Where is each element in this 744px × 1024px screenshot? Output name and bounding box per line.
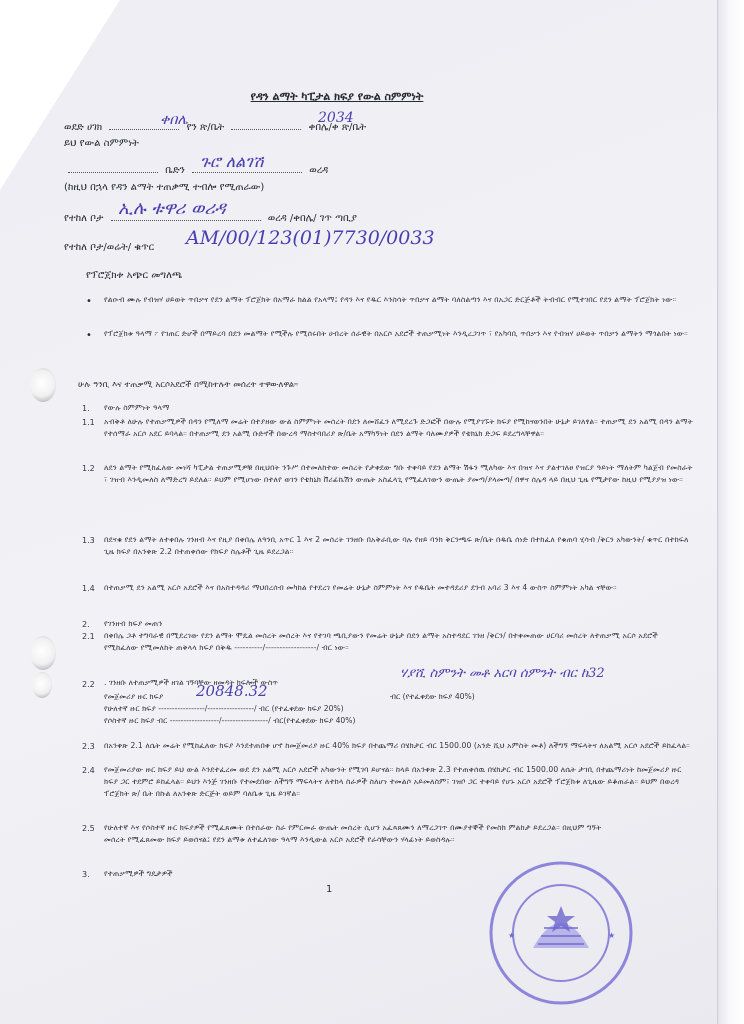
owner-note: (ከዚህ በኋላ የዳን ልማት ተጠቃሚ ተብሎ የሚጠራው) xyxy=(64,182,265,193)
paragraph: አብቅቶ ለሁሉ የተጠቃሚዎች በዳን የሚለማ መሬት በተያዘው ውል ስምምነት መሰረት በደን ለመሸፈን ለሚደረጉ ድጋፎች በውሉ የሚያገኙት ክፍያ የሚከናወንበት ሁኔታ ይገለፃል። ተጠቃሚ ደን አልሚ በዳን ልማት የተሰማራ አርሶ አደር ይባላል። በተጠቃሚ ደን አልሚ ቡድኖች በውረዳ ማስተባበሪያ ጽ/ቤት አማካኝነት በደን ልማት ባለሙያዎች የቴክኒክ ድጋፍ ይደረግላቸዋል። xyxy=(104,417,693,438)
handwritten-owner: ጉሮ ለልገሽ xyxy=(200,152,264,171)
payment-row-2 xyxy=(104,704,344,714)
page-number: 1 xyxy=(326,884,333,895)
label: ቀበሌ/ቀ ጽ/ቤት xyxy=(308,122,367,133)
label: ቤድን xyxy=(165,165,185,176)
payment-note: ብር(የተፈቀደው ክፍያ 40%) xyxy=(273,716,356,725)
paragraph: የመጀመሪያው ዙር ክፍያ ይህ ውል እንደተፈረመ ወደ ደን አልሚ አርሶ አደሮች አካውንት የሚገባ ይሆናል። ከላይ በአንቀጽ 2.3 የተጠቀሰዉ በሄክታር ብር 1500.00 ለሴት ታገቢ በተጨማሪነት ከመጀመሪያ ዙር ክፍያ ጋር ተደምሮ ይከፈላል። ይህን እንጅ ገንዘቡ የተመደበው ለችግኝ ማፍላትና ለተከላ ስራዎች ስለሆነ ተመልሶ አይመለስም፣ ገዝቦ ጋር ተቀባይ የሆኑ አርሶ አደሮች ፕሮጀክቱ ለጊዜው ይቆጠራል። ይህም በወረዳ ፕሮጀክት ጽ/ ቤት በኩል ለአንቀጽ ድርጅት ወይም ባለቤቱ ጊዜ ይገኛል። xyxy=(104,765,682,798)
payment-blank: -----------------/-----------------/ xyxy=(158,704,257,713)
payment-row-1 xyxy=(104,692,163,702)
para-number: 2.4 xyxy=(82,766,95,775)
para-number: 1.3 xyxy=(82,536,95,545)
paragraph: ለደን ልማት የሚከፈለው መነሻ ካፒታል ተጠቃሚዎቹ በዚህበት ንጉሥ በተመለከተው መሰረት የታቀደው ግቡ ተቀባይ የደን ልማት ሽፋን ሚለካው እና በዝና እና ያልተገለፀ የዝርያ ዓይነት ማለትም ካልጀብ የመስራት ፣ ገዝብ እንዲመለስ ለማድረግ ይደለል። ይህም የሚሆነው በተለየ ወገን የቴክኒክ ቨሪፊኬሽን ውጤት አስፈላጊ የሚፈለገውን ውጤት ያመጣ/ያላመጣ/ በዋና ሰሌዳ ላይ በዚህ ጊዜ የሚታየው ከዚህ የሚያያዝ ነው። xyxy=(104,463,693,484)
section-heading: የውሉ ስምምነት ዓላማ xyxy=(104,403,170,412)
svg-text:★: ★ xyxy=(608,931,616,940)
para-number: 1.4 xyxy=(82,584,95,593)
label: ወደድ ሀገክ xyxy=(64,122,103,133)
para-number: 1.2 xyxy=(82,464,95,473)
handwritten-amount: 20848.32 xyxy=(196,682,268,700)
payment-row-3 xyxy=(104,716,355,726)
label: ወረዳ xyxy=(309,165,329,176)
paragraph: በተጠቃሚ ደን አልሚ አርሶ አደሮች እና በአስተዳዳሪ ማህበረሰብ መካከል የተደረገ የመሬት ሁኔታ ስምምነት እና የዱቤት መተዳደሪያ ደንብ አባሪ 3 እና 4 ውስጥ ስምምነት አካል ናቸው። xyxy=(104,583,617,592)
bullet-dot: • xyxy=(86,296,92,307)
payment-label: የሶስተኛ ዙር ክፍያ ብር xyxy=(104,716,168,725)
para-number: 2.1 xyxy=(82,632,95,641)
official-stamp xyxy=(486,858,636,1008)
intro-heading: የፕሮጀክቱ አጭር መግለጫ xyxy=(86,270,183,281)
owner-line xyxy=(64,164,328,176)
bullet-text: የልዑብ ሙሉ የብዝሃ ሀይወት ጥበቃና የደን ልማት ፕሮጀክት በአማራ ክልል የአላማ፤ የዳን እና የዱር እንስሳት ጥበቃና ልማት ባለስልጣን እና በአጋር ድርጅቶች ትብብር የሚተገበር የደን ልማት ፕሮጀክት ነው። xyxy=(104,295,677,304)
section-number: 1. xyxy=(82,404,90,413)
paragraph: በደናቁ የደን ልማት ለተቀበሉ ገንዘብ እና የዚያ በቀበሌ ለዓንቢ አጥር 1 እና 2 መሰረት ገንዘቡ በአቅራቢው ባሉ የዘይ ባንክ ቅርንጫፍ ጽ/ቤት በዱቤ ሰነድ በተከፈለ የቁጠባ ሂሳብ /ቅርን አካውንት/ ቁጥር በተከፍለ ጊዜ ክፍያ በአንቀጽ 2.2 በተጠቀሰው የክፍያ ስሌቶች ጊዜ ይደረጋል። xyxy=(104,535,689,556)
folded-corner xyxy=(0,0,120,190)
punch-hole xyxy=(30,636,56,670)
page-edge xyxy=(717,0,744,1024)
paragraph: የሁለተኛ እና የሶስተኛ ዙር ክፍያዎች የሚፈጸሙት በተሰራው ስራ የምርመራ ውጤት መሰረት ሲሆን አፈጻጸሙን ለማረጋገጥ በሙያተኞች የመስክ ምልከታ ይደረጋል። በዚህም ግኝት መሰረት የሚፈጸመው ክፍያ ይወሰናል፤ የደን ልማቱ ለተፈለገው ዓላማ እንዲውል አርሶ አደሮች የራሳቸውን ሃላፊነት ይወስዳሉ። xyxy=(104,823,602,844)
label: የተከለ ቦታ xyxy=(64,213,104,224)
payment-note: ብር (የተፈቀደው ክፍያ 20%) xyxy=(258,704,344,713)
para-number: 1.1 xyxy=(82,418,95,427)
agreement-intro: ሁሉ ዓንቢ እና ተጠቃሚ አርሶአደሮች በሚከተሉት መሰረት ተዋውለዋል። xyxy=(78,379,299,389)
bullet-dot: • xyxy=(86,330,92,341)
handwritten-code: 2034 xyxy=(318,110,354,126)
payment-lead: . ገንዘቡ ለተጠቃሚዎች ዘገል ገኝባቸው ዘመዳት ክፍሎች ውስጥ xyxy=(104,678,279,687)
blank-line xyxy=(231,121,301,130)
handwritten-id: AM/00/123(01)7730/0033 xyxy=(186,227,435,249)
handwritten-amount-words: ሃያሺ ስምንት መቶ አርባ ሰምንት ብር ከ32 xyxy=(400,666,605,681)
bullet-text: የፕሮጀክቱ ዓላማ ፦ የገጠር ድሆች በማይረባ በደን መልማት የሚችሉ የሚሰሩበት ሀብረት ሰራዊት በአርሶ አደሮች ተጠቃሚነት እንዲረጋገጥ ፣ የአካባቢ ጥበቃን እና የብዝሃ ሀይወት ጥበቃን ልማትን ማጎልበት ነው። xyxy=(104,329,688,338)
document-title: የዳን ልማት ካፒታል ክፍያ የውል ስምምነት xyxy=(250,90,424,103)
para-number: 2.3 xyxy=(82,742,95,751)
para-number: 2.2 xyxy=(82,680,95,689)
header-line-2: ይህ የውል ስምምነት xyxy=(64,138,139,149)
section-number: 2. xyxy=(82,620,90,629)
svg-text:★: ★ xyxy=(508,931,516,940)
payment-note-1: ብር (የተፈቀደው ክፍያ 40%) xyxy=(390,692,475,701)
payment-label: የመጀመሪያ ዙር ክፍያ xyxy=(104,692,164,701)
paragraph: በቀበሌ ጋቶ ተግባራዊ በሚደረገው የደን ልማት ሞዴል መሰረት መሰረት እና የተገባ ጫቢያውን የመሬት ሁኔታ በደን ልማት አስተዳደር ገንዘ /ቅርን/ በተቀመጠው ሀርባሪ መሰረት ለተጠቃሚ አርሶ አደሮች የሚከፈለው የሚመለከት ጠቅላላ ክፍያ በቅዱ ----------/------------------/ ብር ነው። xyxy=(104,631,658,652)
handwritten-place: ኢሉ ቱዋሪ ወሪዳ xyxy=(118,198,226,219)
payment-label: የሁለተኛ ዙር ክፍያ xyxy=(104,704,156,713)
section-heading: የገንዘብ ክፍያ መጠን xyxy=(104,619,163,628)
section-number: 3. xyxy=(82,870,90,879)
section-heading: የተጠቃሚዎች ግዴታዎች xyxy=(104,869,173,878)
punch-hole xyxy=(30,368,56,402)
handwritten-kebele: ቀበሌ xyxy=(160,112,188,128)
blank-line xyxy=(68,164,158,173)
para-number: 2.5 xyxy=(82,824,95,833)
punch-hole xyxy=(32,672,52,698)
label: ወረዳ /ቀበሌ/ ገጥ ጣቢያ xyxy=(267,213,357,224)
payment-blank: ------------------/-----------------/ xyxy=(169,716,271,725)
id-line: የተከለ ቦታ/ወሬት/ ቁጥር xyxy=(64,242,155,253)
paragraph: በአንቀጽ 2.1 ለሴት መሬት የሚከፈለው ክፍያ እንደተጠበቀ ሆኖ ከመጀመሪያ ዙር 40% ክፍያ በተጨማሪ በሄክታር ብር 1500.00 (አንድ ሺህ አምስት መቶ) ለችግኝ ማፍላትና ለአልሚ አርሶ አደሮች ይከፈላል። xyxy=(104,741,690,750)
label: የን ጽ/ቤት xyxy=(186,122,225,133)
